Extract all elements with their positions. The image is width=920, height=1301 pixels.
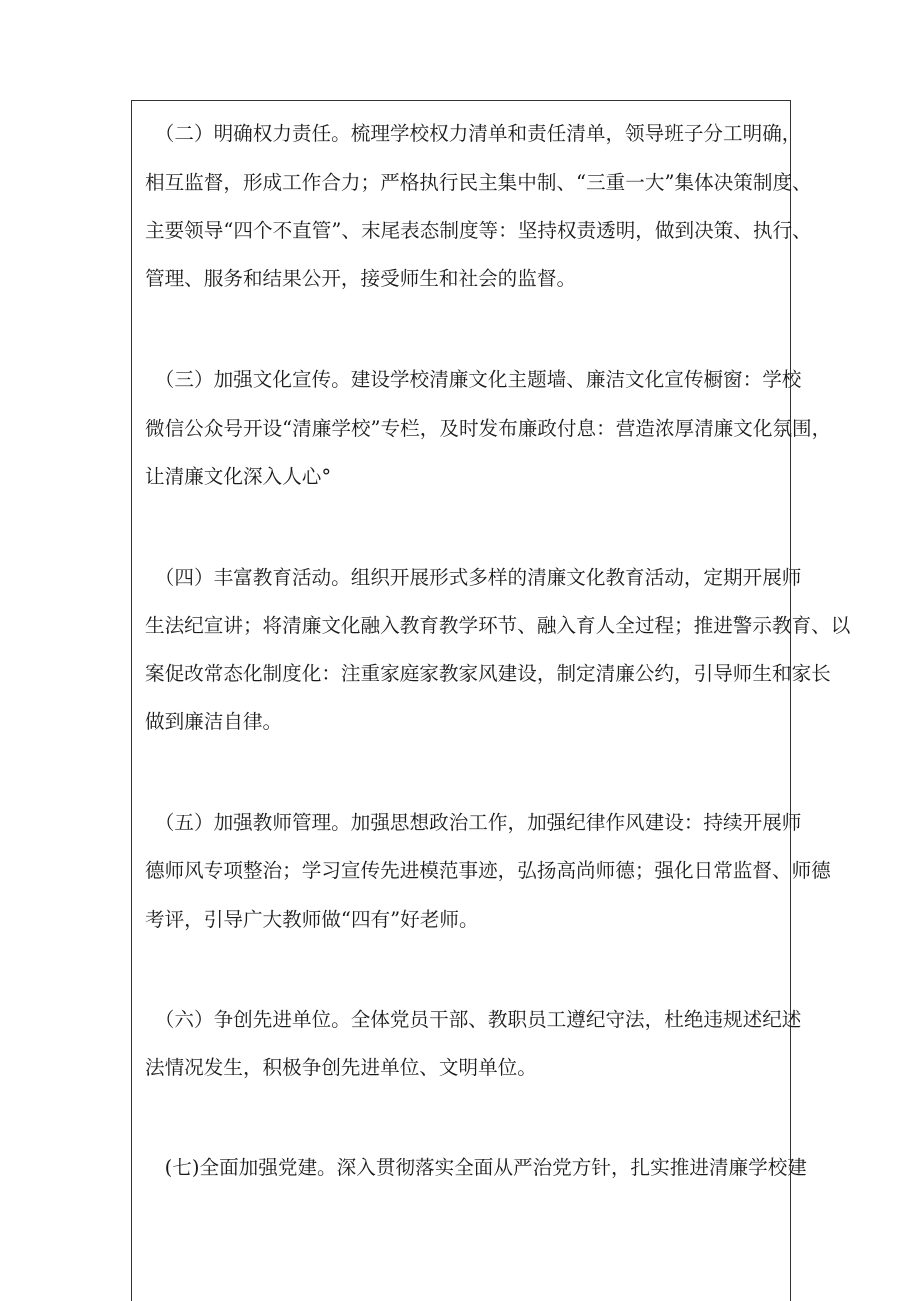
paragraph-5-line-3: 考评，引导广大教师做“四有”好老师。 bbox=[145, 908, 479, 931]
paragraph-6-line-2: 法情况发生，积极争创先进单位、文明单位。 bbox=[145, 1056, 537, 1079]
paragraph-3-line-2: 微信公众号开设“清廉学校”专栏，及时发布廉政付息：营造浓厚清廉文化氛围， bbox=[145, 417, 832, 440]
paragraph-2-line-3: 主要领导“四个不直管”、末尾表态制度等：坚持权责透明，做到决策、执行、 bbox=[145, 219, 812, 242]
paragraph-2-line-4: 管理、服务和结果公开，接受师生和社会的监督。 bbox=[145, 267, 577, 290]
paragraph-4-line-3: 案促改常态化制度化：注重家庭家教家风建设，制定清廉公约，引导师生和家长 bbox=[145, 662, 831, 685]
paragraph-7-line-1: (七)全面加强党建。深入贯彻落实全面从严治党方针，扎实推进清廉学校建 bbox=[145, 1156, 807, 1179]
paragraph-3-line-3: 让清廉文化深入人心° bbox=[145, 465, 332, 488]
paragraph-5-line-1: （五）加强教师管理。加强思想政治工作，加强纪律作风建设：持续开展师 bbox=[145, 811, 802, 834]
paragraph-4-line-1: （四）丰富教育活动。组织开展形式多样的清廉文化教育活动，定期开展师 bbox=[145, 566, 802, 589]
paragraph-2-line-1: （二）明确权力责任。梳理学校权力清单和责任清单，领导班子分工明确， bbox=[145, 122, 802, 145]
paragraph-4-line-4: 做到廉洁自律。 bbox=[145, 710, 283, 733]
paragraph-5-line-2: 德师风专项整治；学习宣传先进模范事迹，弘扬高尚师德；强化日常监督、师德 bbox=[145, 859, 831, 882]
paragraph-4-line-2: 生法纪宣讲；将清廉文化融入教育教学环节、融入育人全过程；推进警示教育、以 bbox=[145, 614, 851, 637]
paragraph-2-line-2: 相互监督，形成工作合力；严格执行民主集中制、“三重一大”集体决策制度、 bbox=[145, 171, 812, 194]
paragraph-6-line-1: （六）争创先进单位。全体党员干部、教职员工遵纪守法，杜绝违规述纪述 bbox=[145, 1008, 802, 1031]
paragraph-3-line-1: （三）加强文化宣传。建设学校清廉文化主题墙、廉洁文化宣传橱窗：学校 bbox=[145, 368, 802, 391]
